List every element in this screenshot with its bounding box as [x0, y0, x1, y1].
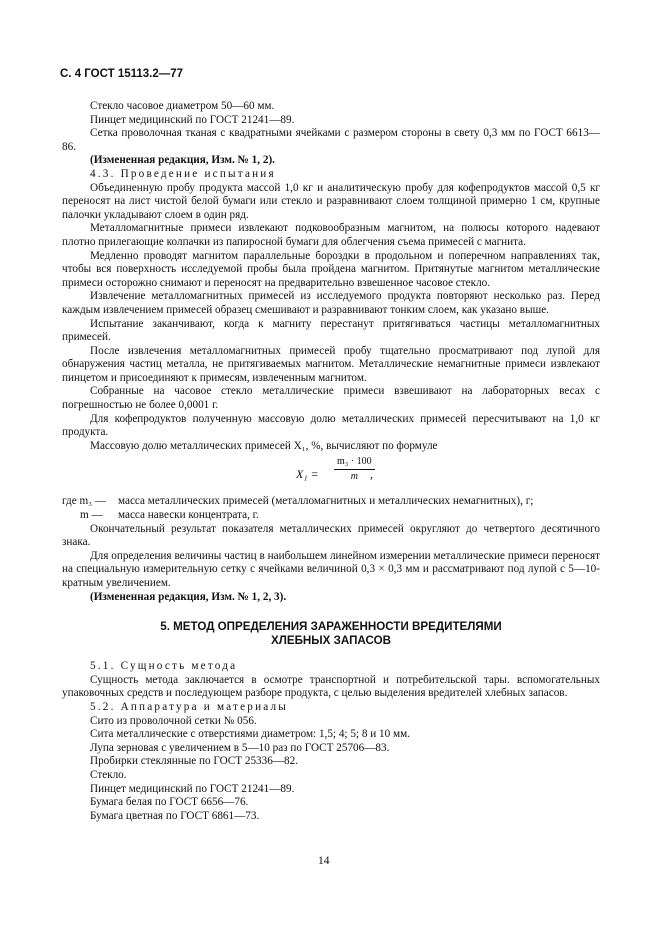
section-4-closing-block: [62, 523, 600, 605]
formula-lhs: X₁ =: [296, 467, 319, 482]
section-5-title-line1: 5. МЕТОД ОПРЕДЕЛЕНИЯ ЗАРАЖЕННОСТИ ВРЕДИТЕЛЯМИ: [160, 620, 502, 634]
paragraph: Для определения величины частиц в наибольшем линейном измерении металлические примеси переносят на специальную измерительную сетку с ячейками величиной 0,3 × 0,3 мм и рассматривают под лупой с 5—10-кратным увеличением.: [62, 549, 600, 589]
paragraph: Сита металлические с отверстиями диаметром: 1,5; 4; 5; 8 и 10 мм.: [90, 728, 410, 741]
formula: [62, 455, 600, 493]
section-5-block: [62, 660, 600, 823]
paragraph: Массовую долю металлических примесей X₁, %, вычисляют по формуле: [90, 439, 438, 452]
paragraph: Стекло.: [90, 768, 127, 781]
paragraph: Сетка проволочная тканая с квадратными ячейками с размером стороны в свету 0,3 мм по ГОСТ 6613—86.: [62, 127, 600, 153]
formula-denominator: m: [350, 471, 358, 483]
paragraph: Бумага белая по ГОСТ 6656—76.: [90, 796, 249, 809]
formula-tail: ,: [370, 467, 373, 482]
paragraph: Сито из проволочной сетки № 056.: [90, 714, 257, 727]
paragraph: Лупа зерновая с увеличением в 5—10 раз по ГОСТ 25706—83.: [90, 741, 390, 754]
page-header: С. 4 ГОСТ 15113.2—77: [60, 68, 184, 80]
formula-legend: [62, 495, 600, 522]
paragraph: Стекло часовое диаметром 50—60 мм.: [90, 100, 275, 112]
subsection-heading: 4.3. Проведение испытания: [90, 167, 276, 180]
legend-row: [62, 495, 600, 509]
paragraph: Металломагнитные примеси извлекают подковообразным магнитом, на полюсы которого надевают плотно прилегающие колпачки из папиросной бумаги для облегчения съема примесей с магнита.: [62, 222, 600, 248]
paragraph: Собранные на часовое стекло металлические примеси взвешивают на лабораторных весах с погрешностью не более 0,0001 г.: [62, 385, 600, 412]
paragraph: Объединенную пробу продукта массой 1,0 кг и аналитическую пробу для кофепродуктов массой 0,5 кг переносят на лист чистой белой бумаги или стекло и разравнивают слоем толщиной примерно 1 см, крупные палочки укладывают слоем в один ряд.: [62, 181, 600, 221]
paragraph: Извлечение металломагнитных примесей из исследуемого продукта повторяют несколько раз. Перед каждым извлечением примесей образец смешивают и разравнивают тонким слоем, как указано выше.: [62, 290, 600, 316]
page-content: [62, 100, 600, 823]
legend-row: [62, 509, 600, 523]
section-4-block: [62, 100, 600, 453]
paragraph: Пинцет медицинский по ГОСТ 21241—89.: [90, 113, 295, 126]
subsection-heading: 5.1. Сущность метода: [90, 660, 238, 673]
subsection-heading: 5.2. Аппаратура и материалы: [90, 700, 289, 713]
formula-fraction: [334, 455, 375, 484]
paragraph: Пробирки стеклянные по ГОСТ 25336—82.: [90, 755, 299, 768]
legend-symbol: где m₃ —: [62, 495, 107, 508]
revision-note: (Измененная редакция, Изм. № 1, 2).: [90, 154, 275, 167]
paragraph: Бумага цветная по ГОСТ 6861—73.: [90, 809, 260, 822]
paragraph: Сущность метода заключается в осмотре транспортной и потребительской тары. вспомогательных упаковочных средств и последующем разборе продукта, с целью выделения вредителей хлебных запасов.: [62, 673, 600, 700]
paragraph: Для кофепродуктов полученную массовую долю металлических примесей пересчитывают на 1,0 кг продукта.: [62, 412, 600, 439]
page-number: 14: [318, 855, 330, 867]
legend-text: масса металлических примесей (металломагнитных и металлических немагнитных), г;: [118, 495, 534, 508]
paragraph: Окончательный результат показателя металлических примесей округляют до четвертого десятичного знака.: [62, 522, 600, 549]
paragraph: После извлечения металломагнитных примесей пробу тщательно просматривают под лупой для обнаружения частиц металла, не притягиваемых магнитом. Металлические немагнитные примеси извлекают пинцетом и присоединяют к примесям, извлеченным магнитом.: [62, 344, 600, 384]
section-5-title: [62, 620, 600, 648]
revision-note: (Измененная редакция, Изм. № 1, 2, 3).: [90, 590, 287, 603]
formula-numerator: m₃ · 100: [334, 455, 375, 470]
paragraph: Медленно проводят магнитом параллельные бороздки в продольном и поперечном направлениях так, чтобы вся поверхность исследуемой пробы была пройдена магнитом. Притянутые магнитом металлические примеси осторожно снимают и переносят на предварительно взвешенное часовое стекло.: [62, 249, 600, 289]
paragraph: Пинцет медицинский по ГОСТ 21241—89.: [90, 782, 295, 795]
legend-text: масса навески концентрата, г.: [118, 509, 259, 522]
paragraph: Испытание заканчивают, когда к магниту перестанут притягиваться частицы металломагнитных примесей.: [62, 317, 600, 344]
section-5-title-line2: ХЛЕБНЫХ ЗАПАСОВ: [271, 634, 391, 648]
legend-symbol: m —: [80, 509, 103, 522]
